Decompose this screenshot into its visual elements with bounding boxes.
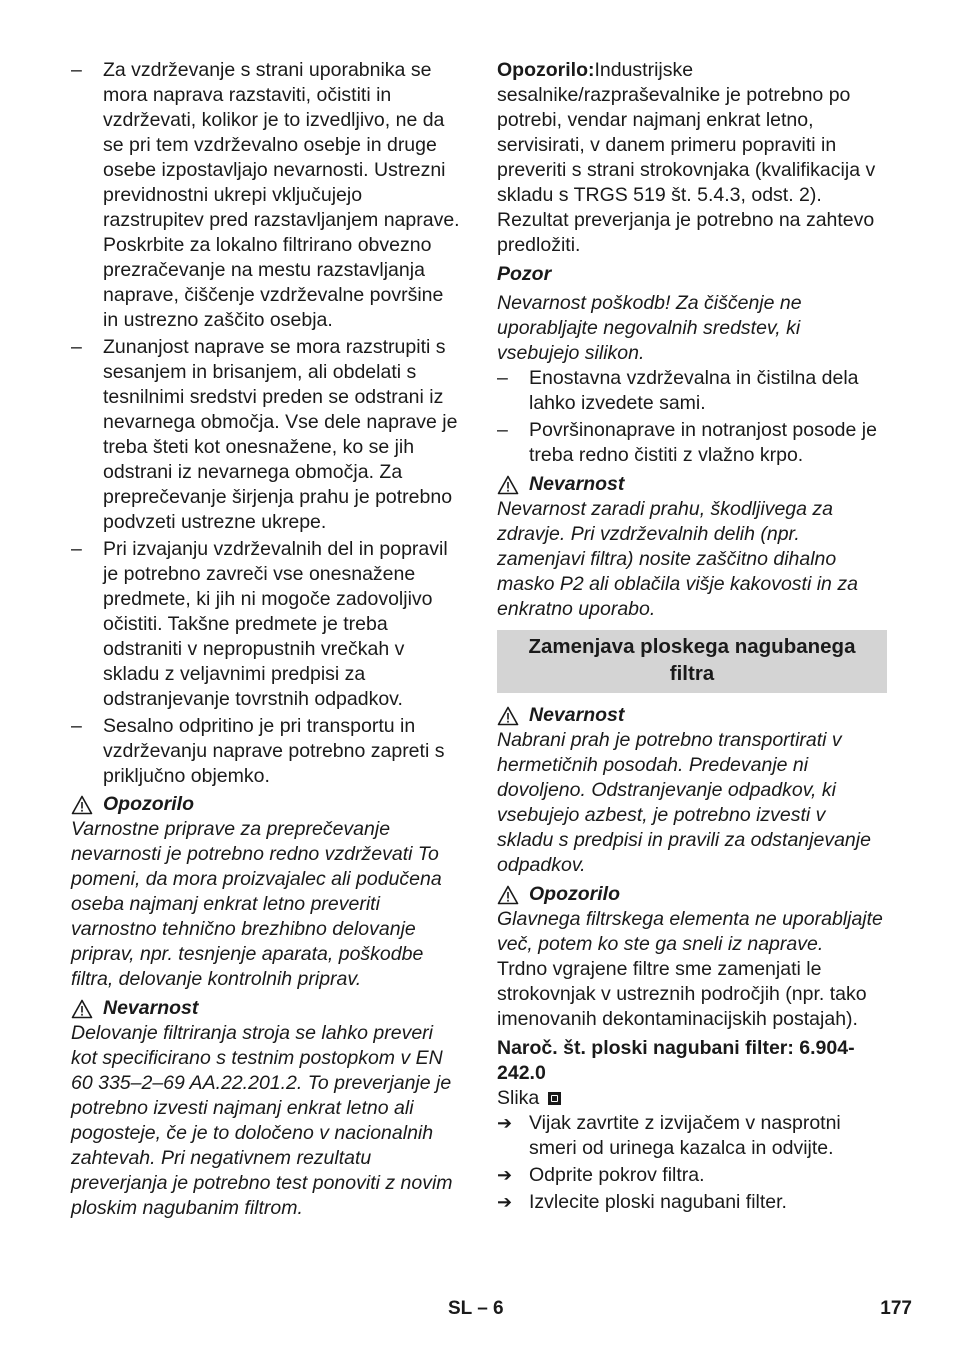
footer-language-code: SL – 6	[448, 1298, 504, 1319]
list-item	[497, 366, 887, 416]
dash-bullet: –	[71, 59, 82, 81]
danger-title: Nevarnost	[529, 473, 625, 495]
step-text: Izvlecite ploski nagubani filter.	[529, 1191, 787, 1213]
list-item	[497, 418, 887, 468]
warning-triangle-icon	[71, 795, 95, 815]
warning-title: Opozorilo	[529, 883, 620, 905]
danger-text: Delovanje filtriranja stroja se lahko preveri kot specificirano s testnim postopkom v EN 60 335–2–69 AA.22.201.2. To preverjanje je potrebno izvesti najmanj enkrat letno ali pogosteje, če je to določeno v nacionalnih zahtevah. Pri negativnem rezultatu preverjanja je potrebno test ponoviti z novim ploskim nagubanim filtrom.	[71, 1022, 453, 1219]
service-note	[497, 58, 887, 258]
section-heading: Zamenjava ploskega nagubanega filtra	[497, 630, 887, 693]
list-item	[71, 714, 461, 789]
dash-bullet: –	[497, 367, 508, 389]
right-column	[497, 58, 887, 1215]
list-item	[71, 335, 461, 535]
danger-heading	[71, 996, 461, 1021]
warning-text: Glavnega filtrskega elementa ne uporabljajte več, potem ko ste ga sneli iz naprave.	[497, 908, 883, 955]
list-item	[71, 537, 461, 712]
danger-heading	[497, 703, 887, 728]
list-item-text: Sesalno odpritino je pri transportu in vzdrževanju naprave potrebno zapreti s priključno objemko.	[103, 715, 445, 787]
danger-heading	[497, 472, 887, 497]
step-text: Odprite pokrov filtra.	[529, 1164, 705, 1186]
arrow-right-icon: ➔	[497, 1165, 513, 1185]
warning-triangle-icon	[71, 999, 95, 1019]
warning-title: Opozorilo	[103, 793, 194, 815]
dash-bullet: –	[497, 419, 508, 441]
step-text: Vijak zavrtite z izvijačem v nasprotni smeri od urinega kazalca in odvijte.	[529, 1112, 841, 1159]
dash-bullet: –	[71, 538, 82, 560]
list-item-text: Pri izvajanju vzdrževalnih del in popravil je potrebno zavreči vse onesnažene predmete, ki jih ni mogoče zadovoljivo očistiti. Takšne predmete je treba odstraniti v nepropustnih vrečkah v skladu z veljavnimi predpisi za odstranjevanje tovrstnih odpadkov.	[103, 538, 448, 710]
list-item-text: Za vzdrževanje s strani uporabnika se mora naprava razstaviti, očistiti in vzdrževati, kolikor je to izvedljivo, ne da se pri tem vzdrževalno osebje in druge osebe izpostavljajo nevarnosti. Ustrezni previdnostni ukrepi vključujejo razstrupitev pred razstavljanjem naprave. Poskrbite za lokalno filtrirano obvezno prezračevanje na mestu razstavljanja naprave, čiščenje vzdrževalne površine in ustrezno zaščito osebja.	[103, 59, 460, 331]
figure-label: Slika	[497, 1087, 540, 1109]
list-item-text: Zunanjost naprave se mora razstrupiti s sesanjem in brisanjem, ali obdelati s tesnilnimi sredstvi preden se odstrani iz nevarnega območja. Vse dele naprave je treba šteti kot onesnažene, ko se jih odstrani iz nevarnega območja. Za preprečevanje širjenja prahu je potrebno podvzeti ustrezne ukrepe.	[103, 336, 458, 533]
danger-title: Nevarnost	[529, 704, 625, 726]
body-text: Trdno vgrajene filtre sme zamenjati le strokovnjak v ustreznih področjih (npr. tako imenovanih dekontaminacijskih postajah).	[497, 958, 867, 1030]
step-item	[497, 1190, 887, 1215]
note-label: Opozorilo:	[497, 59, 595, 81]
warning-triangle-icon	[497, 706, 521, 726]
arrow-right-icon: ➔	[497, 1192, 513, 1212]
step-item	[497, 1111, 887, 1161]
warning-triangle-icon	[497, 475, 521, 495]
page-number: 177	[880, 1298, 912, 1319]
warning-heading	[71, 792, 461, 817]
arrow-right-icon: ➔	[497, 1113, 513, 1133]
dash-bullet: –	[71, 336, 82, 358]
dash-bullet: –	[71, 715, 82, 737]
list-item-text: Enostavna vzdrževalna in čistilna dela lahko izvedete sami.	[529, 367, 859, 414]
step-item	[497, 1163, 887, 1188]
note-text: Industrijske sesalnike/razpraševalnike je potrebno po potrebi, vendar najmanj enkrat letno, servisirati, v danem primeru popraviti in preveriti s strani strokovnjaka (kvalifikacija v skladu s TRGS 519 št. 5.4.3, odst. 2). Rezultat preverjanja je potrebno na zahtevo predložiti.	[497, 59, 876, 256]
figure-symbol-icon	[548, 1092, 561, 1105]
caution-text: Nevarnost poškodb! Za čiščenje ne uporabljajte negovalnih sredstev, ki vsebujejo silikon.	[497, 292, 802, 364]
warning-heading	[497, 882, 887, 907]
warning-text: Varnostne priprave za preprečevanje nevarnosti je potrebno redno vzdrževati To pomeni, da mora proizvajalec ali podučena oseba najmanj enkrat letno preveriti varnostno tehnično brezhibno delovanje priprav, npr. tesnjenje aparata, poškodbe filtra, delovanje kontrolnih priprav.	[71, 818, 442, 990]
danger-text: Nevarnost zaradi prahu, škodljivega za zdravje. Pri vzdrževalnih delih (npr. zamenjavi filtra) nosite zaščitno dihalno masko P2 ali oblačila višje kakovosti in za enkratno uporabo.	[497, 498, 858, 620]
caution-title: Pozor	[497, 263, 552, 285]
order-number: Naroč. št. ploski nagubani filter: 6.904-242.0	[497, 1037, 855, 1084]
list-item	[71, 58, 461, 333]
danger-title: Nevarnost	[103, 997, 199, 1019]
warning-triangle-icon	[497, 885, 521, 905]
list-item-text: Površinonaprave in notranjost posode je treba redno čistiti z vlažno krpo.	[529, 419, 877, 466]
figure-reference	[497, 1086, 887, 1111]
danger-text: Nabrani prah je potrebno transportirati v hermetičnih posodah. Predevanje ni dovoljeno. Odstranjevanje odpadkov, ki vsebujejo azbest, je potrebno izvesti v skladu s predpisi in pravili za odstanjevanje odpadkov.	[497, 729, 871, 876]
left-column	[71, 58, 461, 1221]
